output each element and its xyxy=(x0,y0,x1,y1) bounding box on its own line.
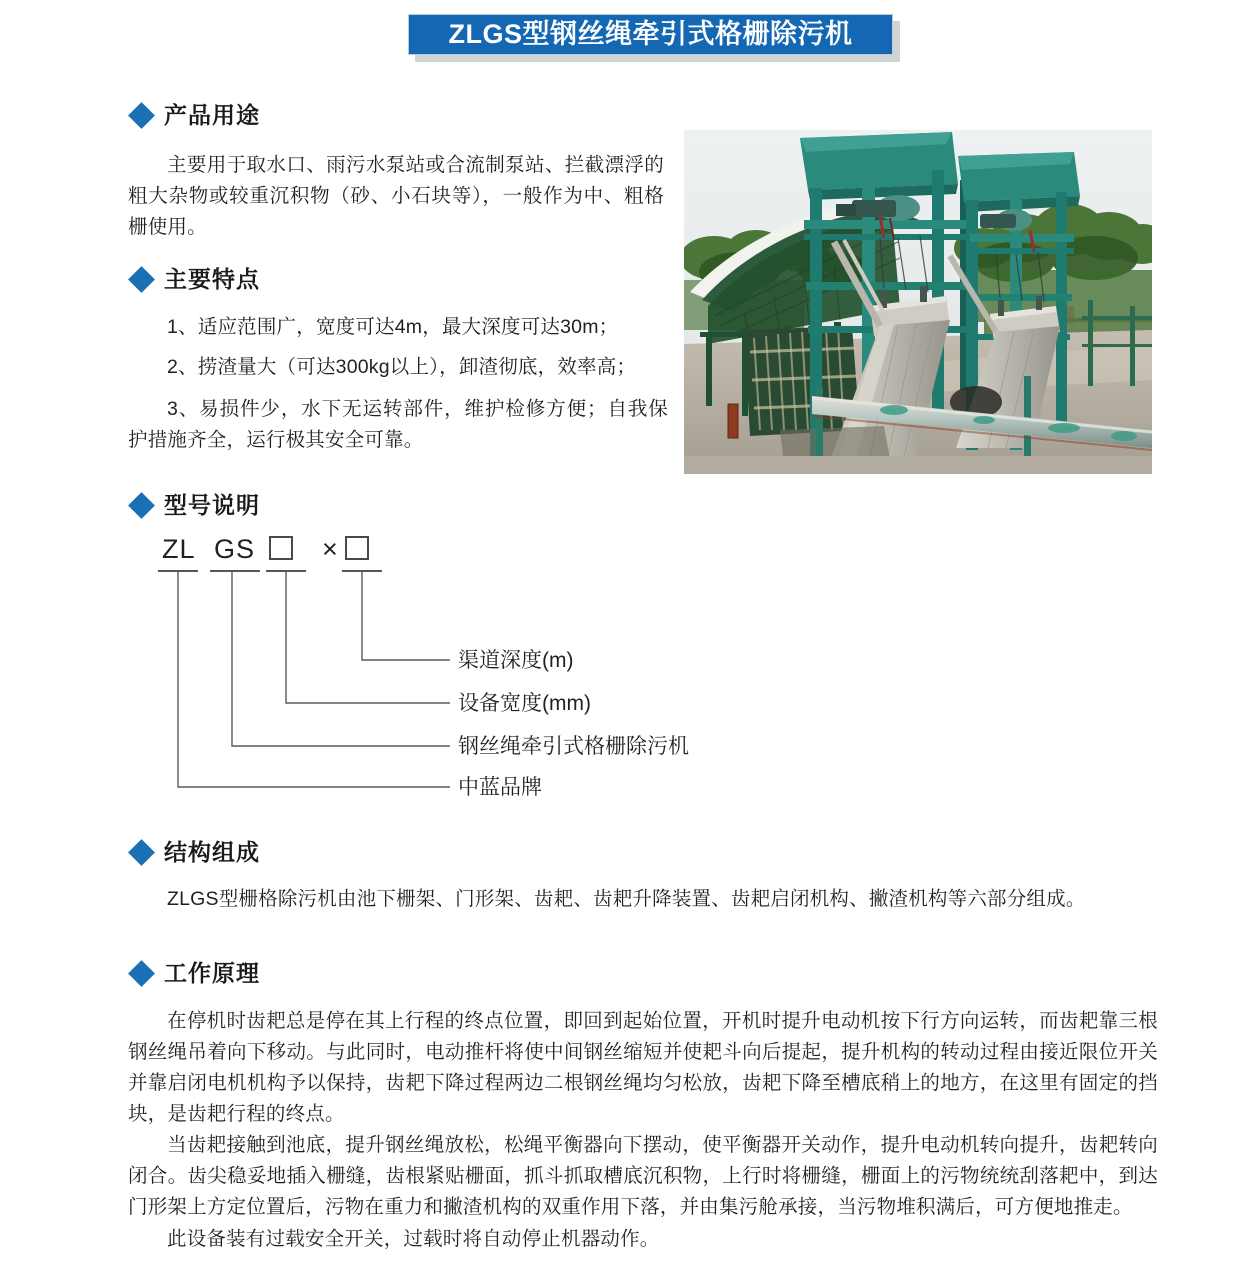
section-heading-usage-label: 产品用途 xyxy=(164,102,260,128)
model-designation-diagram xyxy=(120,525,860,810)
model-leader-label-width: 设备宽度(mm) xyxy=(458,692,591,715)
section-heading-features-label: 主要特点 xyxy=(164,266,260,292)
section-heading-features xyxy=(132,268,260,291)
principle-paragraph-1: 在停机时齿耙总是停在其上行程的终点位置，即回到起始位置，开机时提升电动机按下行方向运转，而齿耙靠三根钢丝绳吊着向下移动。与此同时，电动推杆将使中间钢丝缩短并使耙斗向后提起，提升机构的转动过程由接近限位开关并靠启闭电机机构予以保持，齿耙下降过程两边二根钢丝绳均匀松放，齿耙下降至槽底稍上的地方，在这里有固定的挡块，是齿耙行程的终点。 xyxy=(128,1010,1158,1125)
model-code-part-zl: ZL xyxy=(162,534,196,564)
model-leader-label-type: 钢丝绳牵引式格栅除污机 xyxy=(458,735,689,758)
usage-body-text: 主要用于取水口、雨污水泵站或合流制泵站、拦截漂浮的粗大杂物或较重沉积物（砂、小石块等），一般作为中、粗格栅使用。 xyxy=(128,154,664,238)
diamond-bullet-icon xyxy=(128,102,155,129)
principle-paragraph-3: 此设备装有过载安全开关，过载时将自动停止机器动作。 xyxy=(167,1228,660,1250)
diamond-bullet-icon xyxy=(128,492,155,519)
diamond-bullet-icon xyxy=(128,960,155,987)
section-heading-model xyxy=(132,494,260,517)
model-code-box-depth xyxy=(346,537,368,559)
feature-item-2: 2、捞渣量大（可达300kg以上），卸渣彻底，效率高； xyxy=(167,356,637,378)
section-heading-model-label: 型号说明 xyxy=(164,492,260,518)
model-code-multiply-sign: × xyxy=(322,534,339,564)
product-photo xyxy=(684,130,1152,474)
diamond-bullet-icon xyxy=(128,266,155,293)
section-heading-principle-label: 工作原理 xyxy=(164,960,260,986)
section-heading-principle xyxy=(132,962,260,985)
page-title: ZLGS型钢丝绳牵引式格栅除污机 xyxy=(448,19,853,49)
principle-paragraph-2: 当齿耙接触到池底，提升钢丝绳放松，松绳平衡器向下摆动，使平衡器开关动作，提升电动机转向提升，齿耙转向闭合。齿尖稳妥地插入栅缝，齿根紧贴栅面，抓斗抓取槽底沉积物，上行时将栅缝，栅面上的污物统统刮落耙中，到达门形架上方定位置后，污物在重力和撇渣机构的双重作用下落，并由集污舱承接，当污物堆积满后，可方便地推走。 xyxy=(128,1134,1158,1218)
section-heading-structure-label: 结构组成 xyxy=(164,839,260,865)
model-leader-label-depth: 渠道深度(m) xyxy=(458,649,574,672)
model-code-part-gs: GS xyxy=(214,534,256,564)
page-title-banner xyxy=(408,14,893,55)
feature-item-1: 1、适应范围广，宽度可达4m，最大深度可达30m； xyxy=(167,316,619,338)
model-code-box-width xyxy=(270,537,292,559)
model-leader-label-brand: 中蓝品牌 xyxy=(458,776,542,799)
section-heading-usage xyxy=(132,104,260,127)
section-heading-structure xyxy=(132,841,260,864)
diamond-bullet-icon xyxy=(128,839,155,866)
structure-body-text: ZLGS型栅格除污机由池下栅架、门形架、齿耙、齿耙升降装置、齿耙启闭机构、撇渣机构等六部分组成。 xyxy=(167,888,1086,910)
feature-item-3: 3、易损件少，水下无运转部件，维护检修方便；自我保护措施齐全，运行极其安全可靠。 xyxy=(128,398,668,451)
